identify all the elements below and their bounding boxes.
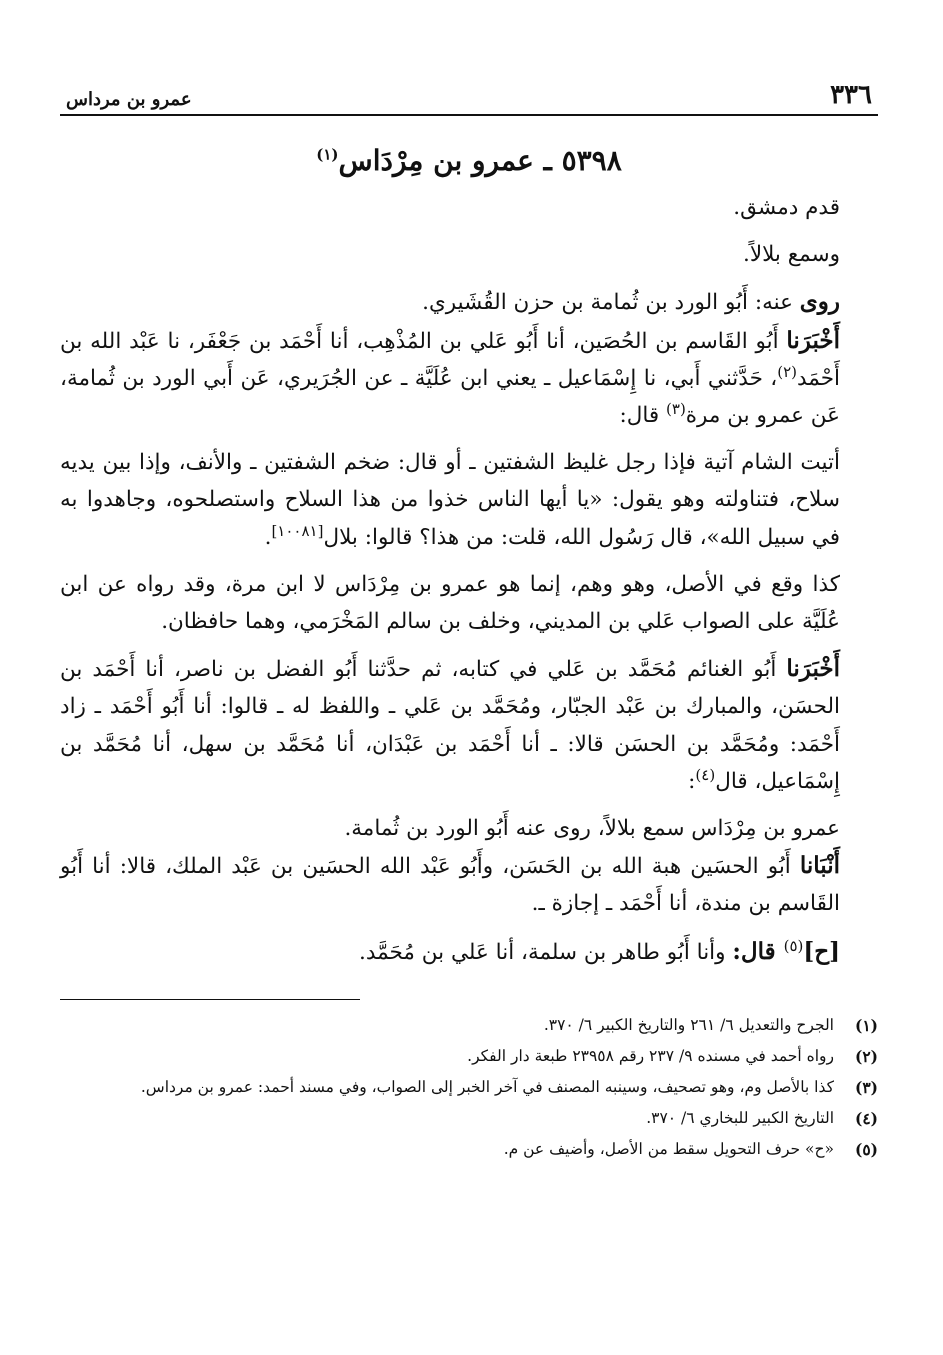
footnote-number: (١)	[854, 1015, 878, 1035]
paragraph-keyword: أَخْبَرَنا	[786, 326, 840, 354]
hadith-number: [١٠٠٨١]	[271, 521, 324, 540]
footnote-text: التاريخ الكبير للبخاري ٦/ ٣٧٠.	[646, 1108, 834, 1127]
running-header	[60, 70, 878, 116]
paragraph-text: أتيت الشام آتية فإذا رجل غليظ الشفتين ـ أو قال: ضخم الشفتين ـ والأنف، وإذا بين يديه سلاح، فتناولته وهو يقول: «يا أيها الناس خذوا من هذا السلاح واستصلحوه، وجاهدوا به في سبيل الله»، قال رَسُول الله، قلت: من هذا؟ قالوا: بلال	[60, 450, 840, 550]
footnote-ref: (٣)	[666, 399, 686, 418]
paragraph-text: وسمع بلالاً.	[742, 242, 840, 268]
footnote-text: كذا بالأصل وم، وهو تصحيف، وسينبه المصنف في آخر الخبر إلى الصواب، وفي مسند أحمد: عمرو بن مرداس.	[140, 1077, 834, 1096]
paragraph-text: وأنا أَبُو طاهر بن سلمة، أنا عَلي بن مُحَمَّد.	[359, 939, 733, 965]
paragraph-3	[60, 283, 878, 321]
paragraph-keyword: [ح]	[803, 937, 840, 965]
paragraph-1	[60, 189, 878, 226]
footnote-ref: (٤)	[695, 765, 716, 784]
footnote-4	[60, 1103, 878, 1134]
footnote-number: (٣)	[854, 1077, 878, 1097]
paragraph-text: :	[688, 768, 696, 794]
paragraph-6	[60, 566, 878, 640]
page-number: ٣٣٦	[830, 80, 872, 110]
paragraph-text: كذا وقع في الأصل، وهو وهم، إنما هو عمرو بن مِرْدَاس لا ابن مرة، وقد رواه عن ابن عُلَيَّة على الصواب عَلي بن المديني، وخلف بن سالم المَخْرَمي، وهما حافظان.	[60, 571, 840, 635]
paragraph-2	[60, 236, 878, 273]
body-text	[60, 189, 878, 971]
footnote-3	[60, 1072, 878, 1103]
paragraph-text: أَبُو الحسَين هبة الله بن الحَسَن، وأَبُو عَبْد الله الحسَين بن عَبْد الملك، قالا: أنا أَبُو القَاسم بن مندة، أنا أَحْمَد ـ إجازة ـ.	[60, 854, 840, 917]
footnote-text: رواه أحمد في مسنده ٩/ ٢٣٧ رقم ٢٣٩٥٨ طبعة دار الفكر.	[467, 1046, 834, 1065]
paragraph-7	[60, 650, 878, 800]
footnotes	[60, 1010, 878, 1165]
footnote-1	[60, 1010, 878, 1041]
paragraph-text: قدم دمشق.	[733, 195, 840, 220]
footnote-text: «ح» حرف التحويل سقط من الأصل، وأضيف عن م.	[503, 1139, 834, 1158]
paragraph-text: عمرو بن مِرْدَاس سمع بلالاً، روى عنه أَبُو الورد بن ثُمامة.	[344, 816, 840, 842]
footnote-number: (٥)	[854, 1139, 878, 1159]
paragraph-4	[60, 322, 878, 435]
paragraph-text: أَبُو الغنائم مُحَمَّد بن عَلي في كتابه، ثم حدَّثنا أَبُو الفضل بن ناصر، أنا أَحْمَد بن الحسَن، والمبارك بن عَبْد الجبّار، ومُحَمَّد بن عَلي ـ واللفظ له ـ قالوا: أنا أَبُو أَحْمَد ـ زاد أَحْمَد: ومُحَمَّد بن الحسَن قالا: ـ أنا أَحْمَد بن عَبْدَان، أنا مُحَمَّد بن سهل، أنا مُحَمَّد بن إِسْمَاعيل، قال	[60, 657, 840, 794]
footnote-number: (٤)	[854, 1108, 878, 1128]
paragraph-8	[60, 810, 878, 847]
running-title: عمرو بن مرداس	[66, 89, 192, 110]
paragraph-text: ، حَدَّثني أَبي، نا إِسْمَاعيل ـ يعني ابن عُلَيَّة ـ عن الجُرَيري، عَن أَبي الورد بن ثُمامة، عَن عمرو بن مرة	[60, 365, 840, 429]
paragraph-9	[60, 847, 878, 922]
paragraph-keyword: روى	[799, 288, 840, 316]
footnote-divider	[60, 999, 360, 1000]
footnote-number: (٢)	[854, 1046, 878, 1066]
paragraph-text: عنه: أَبُو الورد بن ثُمامة بن حزن القُشَيري.	[422, 290, 800, 316]
book-page	[60, 70, 878, 1165]
footnote-ref: (٥)	[783, 936, 804, 955]
paragraph-text: أَبُو القَاسم بن الحُصَين، أنا أَبُو عَلي بن المُذْهِب، أنا أَحْمَد بن جَعْفَر، نا عَبْد الله بن أَحْمَد	[60, 328, 840, 391]
paragraph-keyword: قال:	[732, 937, 784, 965]
paragraph-keyword: أَنْبَانا	[799, 852, 840, 880]
entry-title-text: ٥٣٩٨ ـ عمرو بن مِرْدَاس	[338, 144, 622, 177]
entry-title-note: (١)	[316, 145, 339, 164]
paragraph-10	[60, 933, 878, 971]
paragraph-text: قال:	[619, 403, 667, 429]
paragraph-text: .	[264, 524, 272, 550]
footnote-5	[60, 1134, 878, 1165]
paragraph-5	[60, 444, 878, 556]
footnote-ref: (٢)	[777, 362, 798, 381]
footnote-text: الجرح والتعديل ٦/ ٢٦١ والتاريخ الكبير ٦/ ٣٧٠.	[543, 1015, 834, 1034]
entry-title	[60, 144, 878, 177]
paragraph-keyword: أَخْبَرَنا	[786, 655, 840, 683]
footnote-2	[60, 1041, 878, 1072]
